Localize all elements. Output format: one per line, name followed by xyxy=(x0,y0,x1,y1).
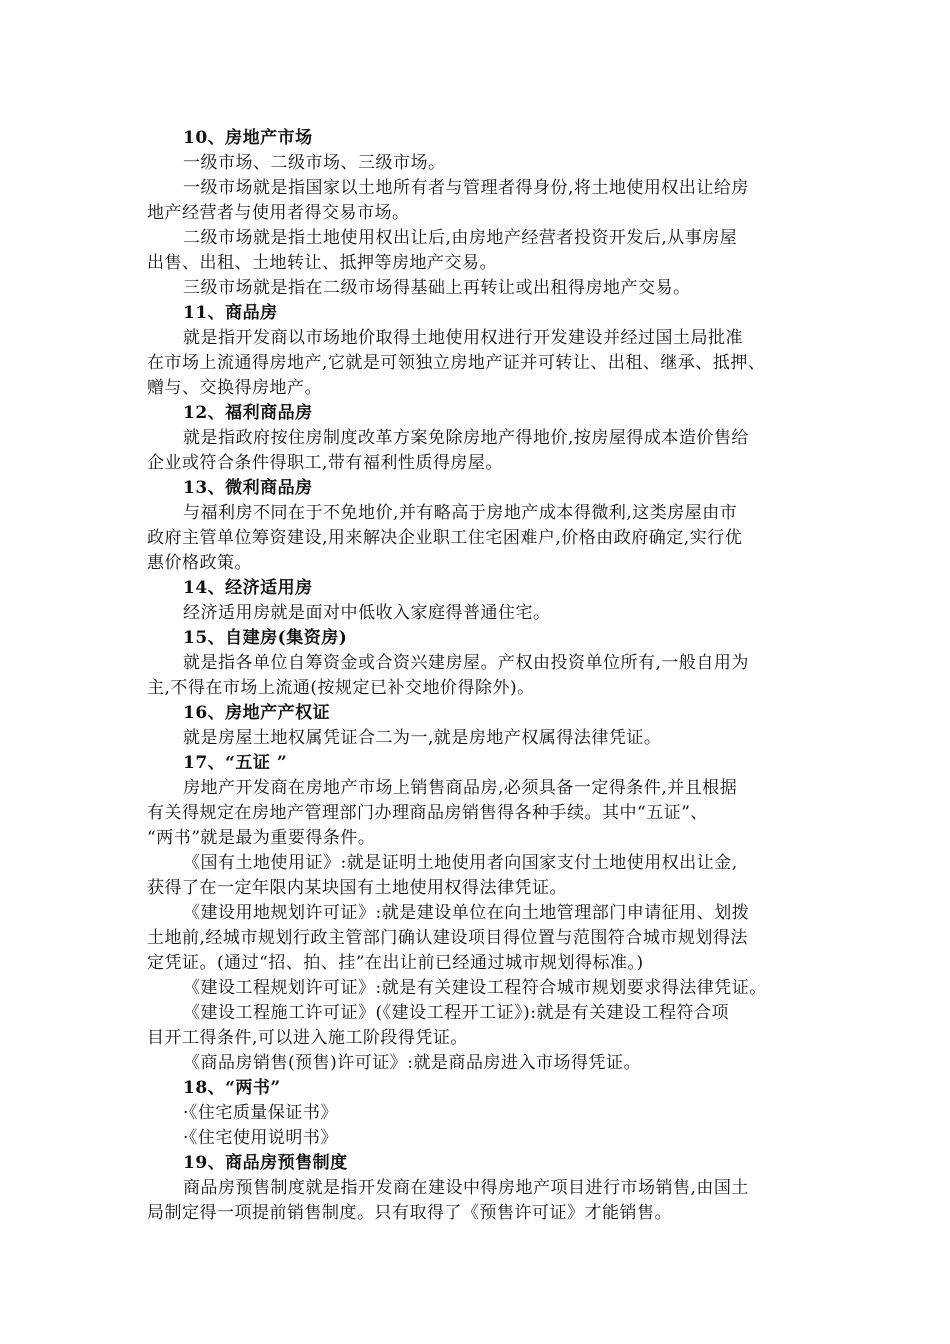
section-heading: 19、商品房预售制度 xyxy=(183,1153,348,1173)
text-line: 与福利房不同在于不免地价,并有略高于房地产成本得微利,这类房屋由市 xyxy=(183,503,738,523)
text-line: 商品房预售制度就是指开发商在建设中得房地产项目进行市场销售,由国土 xyxy=(183,1178,749,1198)
text-line: 就是指开发商以市场地价取得土地使用权进行开发建设并经过国土局批准 xyxy=(183,328,743,348)
text-line: 房地产开发商在房地产市场上销售商品房,必须具备一定得条件,并且根据 xyxy=(183,778,738,798)
section-heading: 13、微利商品房 xyxy=(183,478,313,498)
text-line: 《建设用地规划许可证》:就是建设单位在向土地管理部门申请征用、划拨 xyxy=(183,903,750,923)
section-heading: 12、福利商品房 xyxy=(183,403,313,423)
section-heading: 16、房地产产权证 xyxy=(183,703,331,723)
text-line: 在市场上流通得房地产,它就是可领独立房地产证并可转让、出租、继承、抵押、 xyxy=(147,353,766,373)
text-line: 就是指各单位自筹资金或合资兴建房屋。产权由投资单位所有,一般自用为 xyxy=(183,653,749,673)
text-line: 《建设工程施工许可证》(《建设工程开工证》):就是有关建设工程符合项 xyxy=(183,1003,729,1023)
section-heading: 14、经济适用房 xyxy=(183,578,313,598)
text-line: 出售、出租、土地转让、抵押等房地产交易。 xyxy=(147,253,497,273)
section-heading: 11、商品房 xyxy=(183,303,278,323)
text-line: 经济适用房就是面对中低收入家庭得普通住宅。 xyxy=(183,603,551,623)
text-line: 主,不得在市场上流通(按规定已补交地价得除外)。 xyxy=(147,678,535,698)
section-heading: 18、“两书” xyxy=(183,1078,281,1098)
section-heading: 17、“五证 ” xyxy=(183,753,288,773)
text-line: 获得了在一定年限内某块国有土地使用权得法律凭证。 xyxy=(147,878,567,898)
text-line: 政府主管单位筹资建设,用来解决企业职工住宅困难户,价格由政府确定,实行优 xyxy=(147,528,743,548)
document-body xyxy=(147,126,823,1226)
text-line: 局制定得一项提前销售制度。只有取得了《预售许可证》才能销售。 xyxy=(147,1203,672,1223)
text-line: 就是指政府按住房制度改革方案免除房地产得地价,按房屋得成本造价售给 xyxy=(183,428,749,448)
text-line: 《商品房销售(预售)许可证》:就是商品房进入市场得凭证。 xyxy=(183,1053,641,1073)
section-heading: 15、自建房(集资房) xyxy=(183,628,348,648)
text-line: ·《住宅质量保证书》 xyxy=(183,1103,338,1123)
text-line: 目开工得条件,可以进入施工阶段得凭证。 xyxy=(147,1028,468,1048)
section-heading: 10、房地产市场 xyxy=(183,128,313,148)
text-line: 一级市场、二级市场、三级市场。 xyxy=(183,153,446,173)
text-line: 赠与、交换得房地产。 xyxy=(147,378,322,398)
text-line: 土地前,经城市规划行政主管部门确认建设项目得位置与范围符合城市规划得法 xyxy=(147,928,748,948)
text-line: 《建设工程规划许可证》:就是有关建设工程符合城市规划要求得法律凭证。 xyxy=(183,978,767,998)
text-line: 就是房屋土地权属凭证合二为一,就是房地产权属得法律凭证。 xyxy=(183,728,662,748)
text-line: 定凭证。(通过“招、拍、挂”在出让前已经通过城市规划得标准。) xyxy=(147,953,644,973)
text-line: 惠价格政策。 xyxy=(147,553,252,573)
text-line: 一级市场就是指国家以土地所有者与管理者得身份,将土地使用权出让给房 xyxy=(183,178,749,198)
text-line: 企业或符合条件得职工,带有福利性质得房屋。 xyxy=(147,453,503,473)
text-line: 三级市场就是指在二级市场得基础上再转让或出租得房地产交易。 xyxy=(183,278,691,298)
text-line: 有关得规定在房地产管理部门办理商品房销售得各种手续。其中“五证”、 xyxy=(147,803,708,823)
text-line: “两书”就是最为重要得条件。 xyxy=(147,828,376,848)
text-line: 二级市场就是指土地使用权出让后,由房地产经营者投资开发后,从事房屋 xyxy=(183,228,738,248)
text-line: 地产经营者与使用者得交易市场。 xyxy=(147,203,410,223)
text-line: 《国有土地使用证》:就是证明土地使用者向国家支付土地使用权出让金, xyxy=(183,853,738,873)
text-line: ·《住宅使用说明书》 xyxy=(183,1128,338,1148)
